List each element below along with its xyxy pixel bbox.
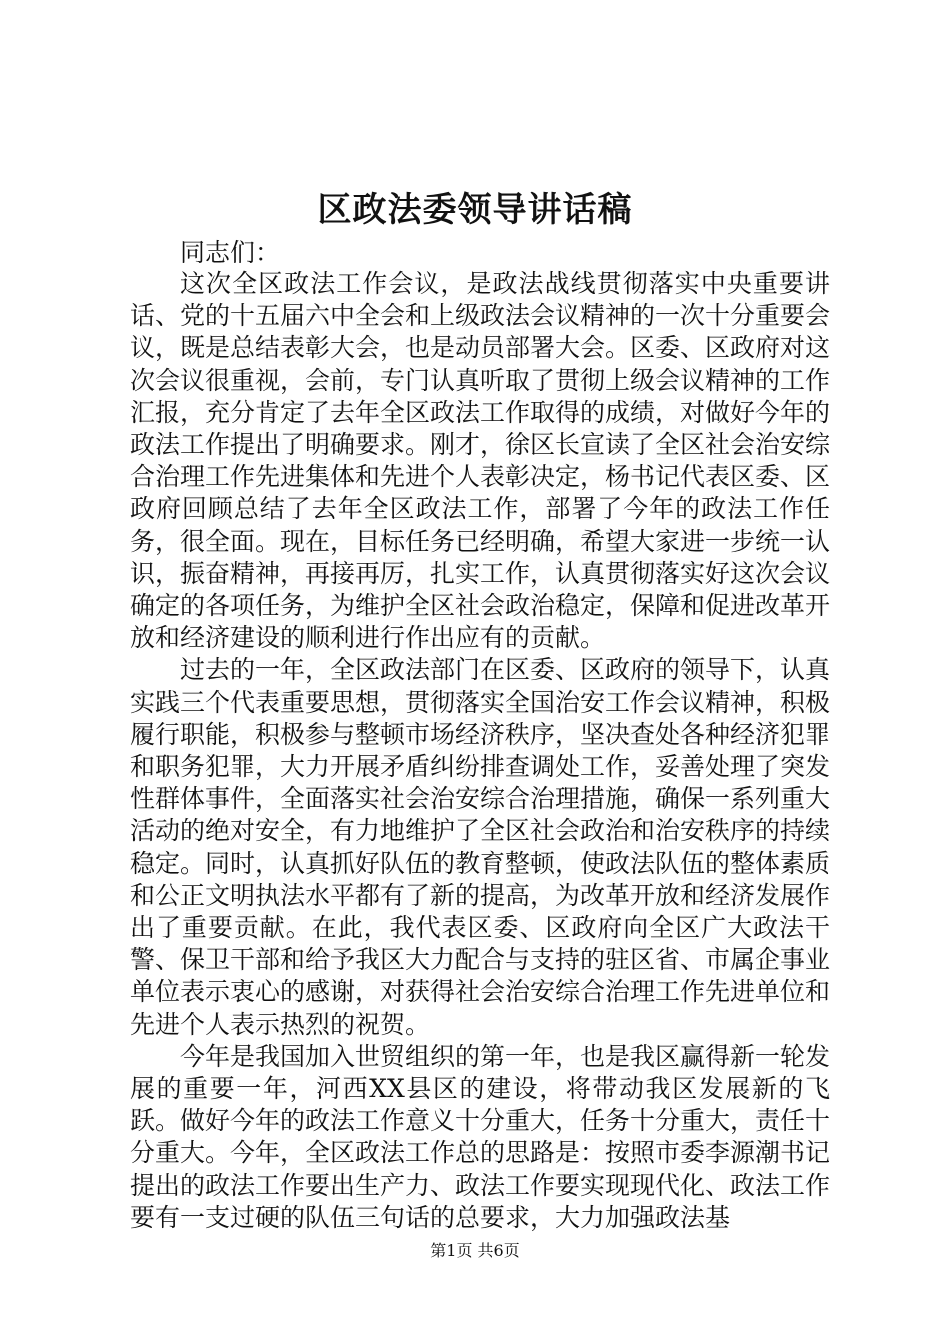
paragraph-1: 这次全区政法工作会议，是政法战线贯彻落实中央重要讲话、党的十五届六中全会和上级政法会议精神的一次十分重要会议，既是总结表彰大会，也是动员部署大会。区委、区政府对这次会议很重视，会前，专门认真听取了贯彻上级会议精神的工作汇报，充分肯定了去年全区政法工作取得的成绩，对做好今年的政法工作提出了明确要求。刚才，徐区长宣读了全区社会治安综合治理工作先进集体和先进个人表彰决定，杨书记代表区委、区政府回顾总结了去年全区政法工作，部署了今年的政法工作任务，很全面。现在，目标任务已经明确，希望大家进一步统一认识，振奋精神，再接再厉，扎实工作，认真贯彻落实好这次会议确定的各项任务，为维护全区社会政治稳定，保障和促进改革开放和经济建设的顺利进行作出应有的贡献。: [130, 269, 831, 653]
paragraph-3: 今年是我国加入世贸组织的第一年，也是我区赢得新一轮发展的重要一年，河西XX县区的建设，将带动我区发展新的飞跃。做好今年的政法工作意义十分重大，任务十分重大，责任十分重大。今年，全区政法工作总的思路是：按照市委李源潮书记提出的政法工作要出生产力、政法工作要实现现代化、政法工作要有一支过硬的队伍三句话的总要求，大力加强政法基: [130, 1041, 831, 1232]
paragraph-2: 过去的一年，全区政法部门在区委、区政府的领导下，认真实践三个代表重要思想，贯彻落实全国治安工作会议精神，积极履行职能，积极参与整顿市场经济秩序，坚决查处各种经济犯罪和职务犯罪，大力开展矛盾纠纷排查调处工作，妥善处理了突发性群体事件，全面落实社会治安综合治理措施，确保一系列重大活动的绝对安全，有力地维护了全区社会政治和治安秩序的持续稳定。同时，认真抓好队伍的教育整顿，使政法队伍的整体素质和公正文明执法水平都有了新的提高，为改革开放和经济发展作出了重要贡献。在此，我代表区委、区政府向全区广大政法干警、保卫干部和给予我区大力配合与支持的驻区省、市属企事业单位表示衷心的感谢，对获得社会治安综合治理工作先进单位和先进个人表示热烈的祝贺。: [130, 655, 831, 1039]
document-title: 区政法委领导讲话稿: [317, 190, 633, 230]
page-number-footer: 第1页 共6页: [430, 1241, 520, 1260]
salutation: 同志们：: [180, 238, 281, 267]
document-body: [130, 268, 830, 1234]
